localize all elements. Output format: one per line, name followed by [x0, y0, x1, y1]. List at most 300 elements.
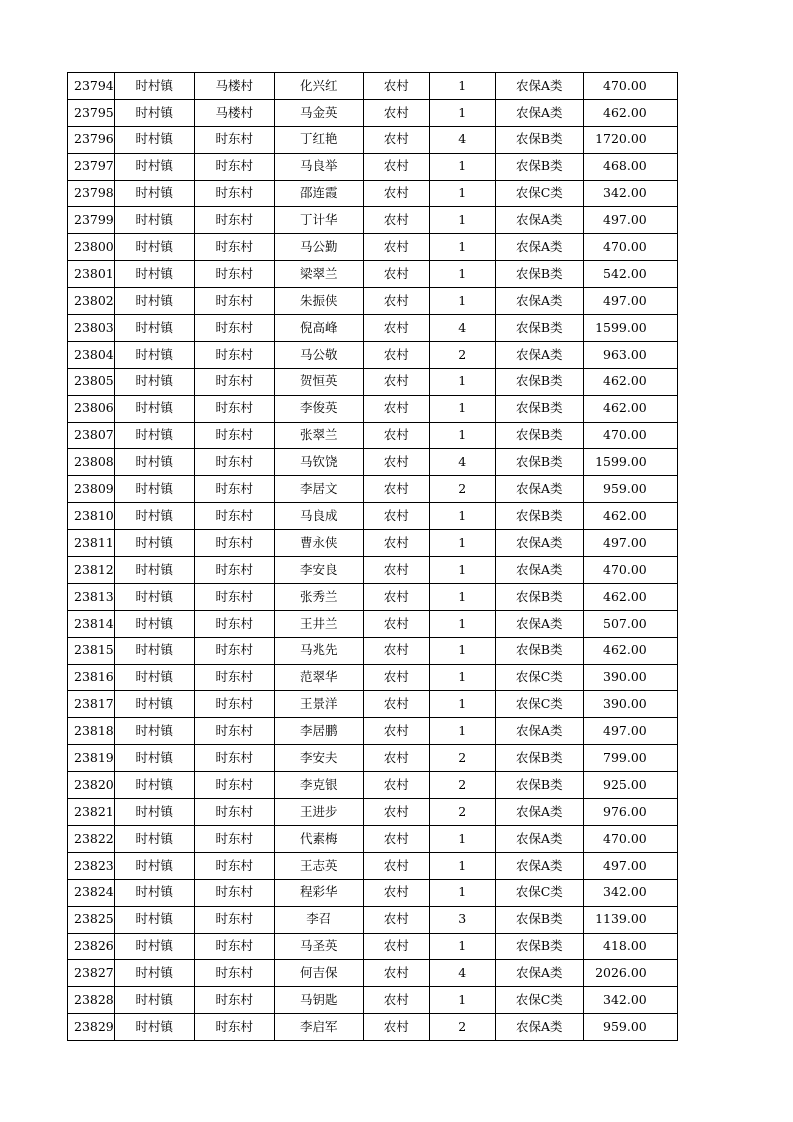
cell-village: 时东村: [194, 261, 274, 288]
cell-village: 时东村: [194, 987, 274, 1014]
cell-town: 时村镇: [114, 395, 194, 422]
cell-household-count: 1: [429, 825, 495, 852]
cell-amount: 497.00: [583, 288, 677, 315]
table-row: [68, 73, 678, 100]
cell-village: 时东村: [194, 530, 274, 557]
cell-household-count: 2: [429, 745, 495, 772]
cell-insurance-category: 农保A类: [495, 799, 583, 826]
cell-amount: 470.00: [583, 234, 677, 261]
cell-town: 时村镇: [114, 261, 194, 288]
cell-village: 时东村: [194, 610, 274, 637]
cell-amount: 470.00: [583, 825, 677, 852]
cell-household-type: 农村: [363, 288, 429, 315]
cell-record-id: 23796: [68, 126, 115, 153]
cell-village: 时东村: [194, 449, 274, 476]
cell-village: 时东村: [194, 207, 274, 234]
cell-amount: 462.00: [583, 637, 677, 664]
cell-household-type: 农村: [363, 153, 429, 180]
cell-record-id: 23797: [68, 153, 115, 180]
cell-household-type: 农村: [363, 126, 429, 153]
cell-record-id: 23821: [68, 799, 115, 826]
cell-amount: 507.00: [583, 610, 677, 637]
cell-amount: 963.00: [583, 341, 677, 368]
cell-record-id: 23804: [68, 341, 115, 368]
cell-household-count: 4: [429, 315, 495, 342]
cell-amount: 342.00: [583, 987, 677, 1014]
cell-person-name: 李安夫: [274, 745, 363, 772]
cell-household-count: 1: [429, 288, 495, 315]
cell-household-count: 1: [429, 234, 495, 261]
cell-town: 时村镇: [114, 987, 194, 1014]
cell-person-name: 曹永侠: [274, 530, 363, 557]
cell-town: 时村镇: [114, 799, 194, 826]
cell-person-name: 王进步: [274, 799, 363, 826]
cell-town: 时村镇: [114, 288, 194, 315]
cell-person-name: 马公敬: [274, 341, 363, 368]
table-row: [68, 879, 678, 906]
cell-town: 时村镇: [114, 180, 194, 207]
cell-record-id: 23818: [68, 718, 115, 745]
table-row: [68, 395, 678, 422]
cell-record-id: 23823: [68, 852, 115, 879]
cell-household-type: 农村: [363, 73, 429, 100]
cell-record-id: 23826: [68, 933, 115, 960]
cell-household-count: 1: [429, 879, 495, 906]
cell-amount: 497.00: [583, 530, 677, 557]
cell-insurance-category: 农保A类: [495, 288, 583, 315]
cell-village: 时东村: [194, 368, 274, 395]
cell-amount: 1599.00: [583, 315, 677, 342]
table-row: [68, 315, 678, 342]
cell-town: 时村镇: [114, 503, 194, 530]
cell-person-name: 李居鹏: [274, 718, 363, 745]
table-row: [68, 261, 678, 288]
cell-amount: 468.00: [583, 153, 677, 180]
cell-village: 时东村: [194, 825, 274, 852]
cell-amount: 462.00: [583, 395, 677, 422]
cell-amount: 1720.00: [583, 126, 677, 153]
table-row: [68, 691, 678, 718]
cell-person-name: 梁翠兰: [274, 261, 363, 288]
cell-person-name: 马兆先: [274, 637, 363, 664]
cell-person-name: 马良举: [274, 153, 363, 180]
cell-household-type: 农村: [363, 341, 429, 368]
cell-record-id: 23806: [68, 395, 115, 422]
cell-household-count: 1: [429, 99, 495, 126]
cell-record-id: 23824: [68, 879, 115, 906]
cell-town: 时村镇: [114, 852, 194, 879]
cell-insurance-category: 农保B类: [495, 368, 583, 395]
cell-amount: 418.00: [583, 933, 677, 960]
cell-village: 马楼村: [194, 99, 274, 126]
table-row: [68, 772, 678, 799]
cell-amount: 497.00: [583, 207, 677, 234]
cell-household-type: 农村: [363, 852, 429, 879]
cell-town: 时村镇: [114, 153, 194, 180]
cell-household-type: 农村: [363, 234, 429, 261]
cell-village: 时东村: [194, 1014, 274, 1041]
cell-insurance-category: 农保A类: [495, 207, 583, 234]
cell-household-type: 农村: [363, 906, 429, 933]
cell-village: 时东村: [194, 664, 274, 691]
cell-household-type: 农村: [363, 799, 429, 826]
cell-village: 时东村: [194, 395, 274, 422]
cell-amount: 342.00: [583, 180, 677, 207]
cell-household-type: 农村: [363, 772, 429, 799]
cell-record-id: 23816: [68, 664, 115, 691]
cell-person-name: 范翠华: [274, 664, 363, 691]
cell-town: 时村镇: [114, 207, 194, 234]
cell-household-type: 农村: [363, 987, 429, 1014]
cell-insurance-category: 农保C类: [495, 664, 583, 691]
cell-household-count: 1: [429, 987, 495, 1014]
cell-town: 时村镇: [114, 341, 194, 368]
cell-amount: 462.00: [583, 368, 677, 395]
table-row: [68, 422, 678, 449]
cell-household-type: 农村: [363, 449, 429, 476]
cell-household-count: 1: [429, 503, 495, 530]
cell-insurance-category: 农保A类: [495, 1014, 583, 1041]
cell-village: 时东村: [194, 234, 274, 261]
cell-household-count: 2: [429, 341, 495, 368]
cell-town: 时村镇: [114, 637, 194, 664]
cell-village: 时东村: [194, 799, 274, 826]
table-row: [68, 637, 678, 664]
cell-person-name: 倪高峰: [274, 315, 363, 342]
cell-village: 时东村: [194, 422, 274, 449]
cell-town: 时村镇: [114, 664, 194, 691]
table-row: [68, 476, 678, 503]
cell-amount: 462.00: [583, 99, 677, 126]
cell-village: 时东村: [194, 341, 274, 368]
cell-record-id: 23820: [68, 772, 115, 799]
cell-household-count: 1: [429, 557, 495, 584]
cell-person-name: 马钥匙: [274, 987, 363, 1014]
cell-person-name: 何吉保: [274, 960, 363, 987]
cell-amount: 925.00: [583, 772, 677, 799]
cell-person-name: 化兴红: [274, 73, 363, 100]
cell-person-name: 贺恒英: [274, 368, 363, 395]
table-row: [68, 718, 678, 745]
cell-record-id: 23803: [68, 315, 115, 342]
cell-town: 时村镇: [114, 126, 194, 153]
cell-record-id: 23819: [68, 745, 115, 772]
cell-record-id: 23800: [68, 234, 115, 261]
cell-household-count: 2: [429, 799, 495, 826]
cell-insurance-category: 农保A类: [495, 341, 583, 368]
cell-insurance-category: 农保A类: [495, 825, 583, 852]
cell-household-type: 农村: [363, 180, 429, 207]
cell-town: 时村镇: [114, 73, 194, 100]
cell-record-id: 23812: [68, 557, 115, 584]
cell-village: 时东村: [194, 637, 274, 664]
cell-household-type: 农村: [363, 610, 429, 637]
cell-record-id: 23811: [68, 530, 115, 557]
table-row: [68, 933, 678, 960]
cell-household-count: 4: [429, 960, 495, 987]
cell-household-count: 1: [429, 422, 495, 449]
cell-household-type: 农村: [363, 960, 429, 987]
cell-person-name: 张翠兰: [274, 422, 363, 449]
cell-household-type: 农村: [363, 557, 429, 584]
cell-household-count: 1: [429, 261, 495, 288]
cell-amount: 462.00: [583, 583, 677, 610]
cell-person-name: 程彩华: [274, 879, 363, 906]
cell-town: 时村镇: [114, 234, 194, 261]
cell-record-id: 23799: [68, 207, 115, 234]
cell-household-count: 4: [429, 449, 495, 476]
cell-household-type: 农村: [363, 879, 429, 906]
table-row: [68, 664, 678, 691]
cell-household-type: 农村: [363, 315, 429, 342]
cell-record-id: 23817: [68, 691, 115, 718]
table-row: [68, 987, 678, 1014]
cell-insurance-category: 农保B类: [495, 261, 583, 288]
cell-village: 时东村: [194, 933, 274, 960]
cell-insurance-category: 农保B类: [495, 422, 583, 449]
cell-record-id: 23825: [68, 906, 115, 933]
cell-town: 时村镇: [114, 315, 194, 342]
cell-household-count: 1: [429, 530, 495, 557]
cell-person-name: 马公勤: [274, 234, 363, 261]
cell-household-type: 农村: [363, 718, 429, 745]
cell-household-type: 农村: [363, 691, 429, 718]
cell-insurance-category: 农保C类: [495, 691, 583, 718]
cell-town: 时村镇: [114, 1014, 194, 1041]
cell-insurance-category: 农保A类: [495, 234, 583, 261]
cell-record-id: 23809: [68, 476, 115, 503]
cell-town: 时村镇: [114, 449, 194, 476]
cell-household-type: 农村: [363, 825, 429, 852]
cell-household-type: 农村: [363, 637, 429, 664]
cell-record-id: 23801: [68, 261, 115, 288]
table-row: [68, 906, 678, 933]
cell-person-name: 马良成: [274, 503, 363, 530]
cell-person-name: 李安良: [274, 557, 363, 584]
cell-village: 时东村: [194, 583, 274, 610]
cell-record-id: 23813: [68, 583, 115, 610]
cell-amount: 462.00: [583, 503, 677, 530]
cell-town: 时村镇: [114, 530, 194, 557]
cell-village: 时东村: [194, 691, 274, 718]
cell-person-name: 马金英: [274, 99, 363, 126]
cell-household-count: 2: [429, 772, 495, 799]
cell-insurance-category: 农保B类: [495, 153, 583, 180]
cell-amount: 342.00: [583, 879, 677, 906]
table-row: [68, 180, 678, 207]
table-row: [68, 825, 678, 852]
cell-person-name: 张秀兰: [274, 583, 363, 610]
cell-household-count: 1: [429, 852, 495, 879]
cell-insurance-category: 农保A类: [495, 852, 583, 879]
cell-insurance-category: 农保B类: [495, 933, 583, 960]
cell-record-id: 23795: [68, 99, 115, 126]
cell-record-id: 23802: [68, 288, 115, 315]
table-row: [68, 503, 678, 530]
cell-record-id: 23794: [68, 73, 115, 100]
cell-amount: 2026.00: [583, 960, 677, 987]
cell-town: 时村镇: [114, 879, 194, 906]
cell-household-count: 1: [429, 73, 495, 100]
cell-village: 时东村: [194, 153, 274, 180]
cell-household-count: 1: [429, 180, 495, 207]
cell-village: 时东村: [194, 852, 274, 879]
cell-amount: 959.00: [583, 1014, 677, 1041]
cell-town: 时村镇: [114, 99, 194, 126]
cell-household-count: 1: [429, 153, 495, 180]
cell-insurance-category: 农保B类: [495, 503, 583, 530]
cell-insurance-category: 农保B类: [495, 315, 583, 342]
cell-household-type: 农村: [363, 664, 429, 691]
table-row: [68, 852, 678, 879]
cell-person-name: 李居文: [274, 476, 363, 503]
cell-person-name: 朱振侠: [274, 288, 363, 315]
cell-household-type: 农村: [363, 368, 429, 395]
cell-household-type: 农村: [363, 503, 429, 530]
cell-household-type: 农村: [363, 745, 429, 772]
table-row: [68, 557, 678, 584]
cell-insurance-category: 农保A类: [495, 476, 583, 503]
cell-town: 时村镇: [114, 691, 194, 718]
cell-amount: 470.00: [583, 557, 677, 584]
cell-village: 时东村: [194, 126, 274, 153]
records-table: [67, 72, 678, 1041]
table-row: [68, 1014, 678, 1041]
cell-person-name: 邵连霞: [274, 180, 363, 207]
cell-town: 时村镇: [114, 772, 194, 799]
cell-household-type: 农村: [363, 1014, 429, 1041]
cell-record-id: 23807: [68, 422, 115, 449]
cell-town: 时村镇: [114, 906, 194, 933]
cell-amount: 497.00: [583, 718, 677, 745]
cell-amount: 542.00: [583, 261, 677, 288]
table-row: [68, 583, 678, 610]
cell-insurance-category: 农保B类: [495, 637, 583, 664]
cell-household-count: 2: [429, 1014, 495, 1041]
cell-person-name: 李克银: [274, 772, 363, 799]
cell-insurance-category: 农保A类: [495, 610, 583, 637]
table-row: [68, 530, 678, 557]
cell-amount: 976.00: [583, 799, 677, 826]
cell-household-type: 农村: [363, 99, 429, 126]
cell-amount: 470.00: [583, 422, 677, 449]
cell-household-count: 1: [429, 395, 495, 422]
cell-household-count: 2: [429, 476, 495, 503]
table-row: [68, 153, 678, 180]
cell-village: 时东村: [194, 745, 274, 772]
cell-insurance-category: 农保B类: [495, 126, 583, 153]
cell-record-id: 23814: [68, 610, 115, 637]
cell-person-name: 马圣英: [274, 933, 363, 960]
cell-household-type: 农村: [363, 476, 429, 503]
cell-insurance-category: 农保C类: [495, 987, 583, 1014]
cell-household-count: 4: [429, 126, 495, 153]
cell-record-id: 23810: [68, 503, 115, 530]
table-row: [68, 99, 678, 126]
table-row: [68, 960, 678, 987]
cell-town: 时村镇: [114, 745, 194, 772]
cell-amount: 390.00: [583, 691, 677, 718]
table-row: [68, 288, 678, 315]
cell-town: 时村镇: [114, 610, 194, 637]
cell-household-count: 1: [429, 664, 495, 691]
table-row: [68, 234, 678, 261]
cell-amount: 470.00: [583, 73, 677, 100]
cell-household-type: 农村: [363, 261, 429, 288]
table-row: [68, 449, 678, 476]
cell-person-name: 李召: [274, 906, 363, 933]
table-body: [68, 73, 678, 1041]
cell-insurance-category: 农保B类: [495, 906, 583, 933]
cell-insurance-category: 农保A类: [495, 530, 583, 557]
cell-household-type: 农村: [363, 530, 429, 557]
cell-insurance-category: 农保B类: [495, 449, 583, 476]
cell-town: 时村镇: [114, 557, 194, 584]
table-row: [68, 745, 678, 772]
cell-record-id: 23822: [68, 825, 115, 852]
cell-town: 时村镇: [114, 960, 194, 987]
cell-person-name: 丁计华: [274, 207, 363, 234]
cell-town: 时村镇: [114, 825, 194, 852]
cell-insurance-category: 农保A类: [495, 99, 583, 126]
cell-insurance-category: 农保A类: [495, 718, 583, 745]
cell-person-name: 马钦饶: [274, 449, 363, 476]
cell-amount: 1139.00: [583, 906, 677, 933]
cell-household-type: 农村: [363, 583, 429, 610]
cell-village: 时东村: [194, 906, 274, 933]
cell-town: 时村镇: [114, 718, 194, 745]
cell-household-count: 1: [429, 933, 495, 960]
cell-insurance-category: 农保B类: [495, 583, 583, 610]
cell-village: 时东村: [194, 503, 274, 530]
cell-village: 时东村: [194, 879, 274, 906]
cell-insurance-category: 农保B类: [495, 395, 583, 422]
cell-household-type: 农村: [363, 395, 429, 422]
table-row: [68, 207, 678, 234]
table-row: [68, 341, 678, 368]
cell-household-count: 1: [429, 637, 495, 664]
cell-record-id: 23815: [68, 637, 115, 664]
table-row: [68, 799, 678, 826]
cell-village: 时东村: [194, 315, 274, 342]
cell-village: 时东村: [194, 476, 274, 503]
table-row: [68, 126, 678, 153]
cell-village: 时东村: [194, 772, 274, 799]
cell-amount: 390.00: [583, 664, 677, 691]
cell-household-count: 1: [429, 691, 495, 718]
cell-insurance-category: 农保C类: [495, 879, 583, 906]
cell-person-name: 李启军: [274, 1014, 363, 1041]
cell-insurance-category: 农保C类: [495, 180, 583, 207]
table-row: [68, 368, 678, 395]
cell-household-count: 1: [429, 368, 495, 395]
cell-record-id: 23827: [68, 960, 115, 987]
cell-village: 马楼村: [194, 73, 274, 100]
cell-amount: 799.00: [583, 745, 677, 772]
cell-amount: 497.00: [583, 852, 677, 879]
cell-record-id: 23828: [68, 987, 115, 1014]
cell-record-id: 23798: [68, 180, 115, 207]
cell-record-id: 23808: [68, 449, 115, 476]
cell-household-count: 3: [429, 906, 495, 933]
cell-town: 时村镇: [114, 933, 194, 960]
cell-household-type: 农村: [363, 422, 429, 449]
cell-household-type: 农村: [363, 933, 429, 960]
cell-insurance-category: 农保B类: [495, 772, 583, 799]
cell-village: 时东村: [194, 288, 274, 315]
cell-household-count: 1: [429, 583, 495, 610]
cell-person-name: 王井兰: [274, 610, 363, 637]
